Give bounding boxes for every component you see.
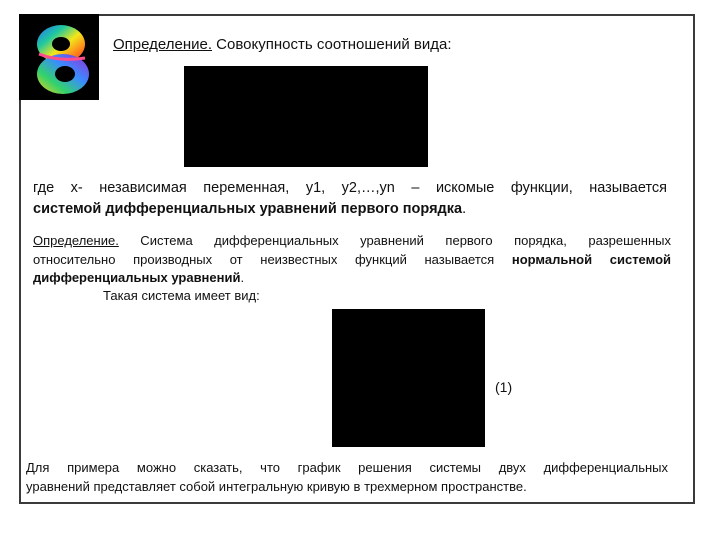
definition-label: Определение. bbox=[113, 36, 213, 53]
paragraph1-period: . bbox=[462, 201, 467, 217]
definition2-period: . bbox=[240, 270, 245, 285]
closing-line1: Для примера можно сказать, что график решения системы двух дифференциальных bbox=[26, 460, 668, 475]
slide-title bbox=[113, 36, 452, 53]
definition2-line3 bbox=[33, 269, 671, 288]
formula-image-system bbox=[184, 66, 428, 167]
definition2-line2 bbox=[33, 251, 671, 270]
definition2-line1-text: Система дифференциальных уравнений первого порядка, разрешенных bbox=[118, 233, 671, 248]
paragraph1-line1: где x- независимая переменная, y1, y2,…,yn – искомые функции, называется bbox=[33, 180, 667, 196]
definition-normal-system bbox=[33, 232, 671, 288]
surface-graphic-icon bbox=[19, 14, 99, 100]
torus-logo-image bbox=[19, 14, 99, 100]
definition2-line2-bold: нормальной системой bbox=[511, 251, 671, 267]
title-text: Совокупность соотношений вида: bbox=[212, 36, 452, 53]
paragraph1-line2 bbox=[33, 199, 667, 220]
equation-number: (1) bbox=[495, 379, 513, 395]
closing-paragraph bbox=[26, 458, 668, 496]
definition2-line3-bold: дифференциальных уравнений bbox=[33, 270, 241, 285]
definition2-line1 bbox=[33, 232, 671, 251]
paragraph1-bold-term: системой дифференциальных уравнений первого порядка bbox=[33, 201, 463, 217]
paragraph-independent-variable bbox=[33, 178, 667, 220]
system-intro: Такая система имеет вид: bbox=[103, 288, 260, 303]
closing-line2: уравнений представляет собой интегральную кривую в трехмерном пространстве. bbox=[26, 479, 527, 494]
formula-image-normal-system bbox=[332, 309, 485, 447]
definition2-label: Определение. bbox=[33, 233, 119, 248]
definition2-line2-text: относительно производных от неизвестных функций называется bbox=[33, 251, 512, 267]
